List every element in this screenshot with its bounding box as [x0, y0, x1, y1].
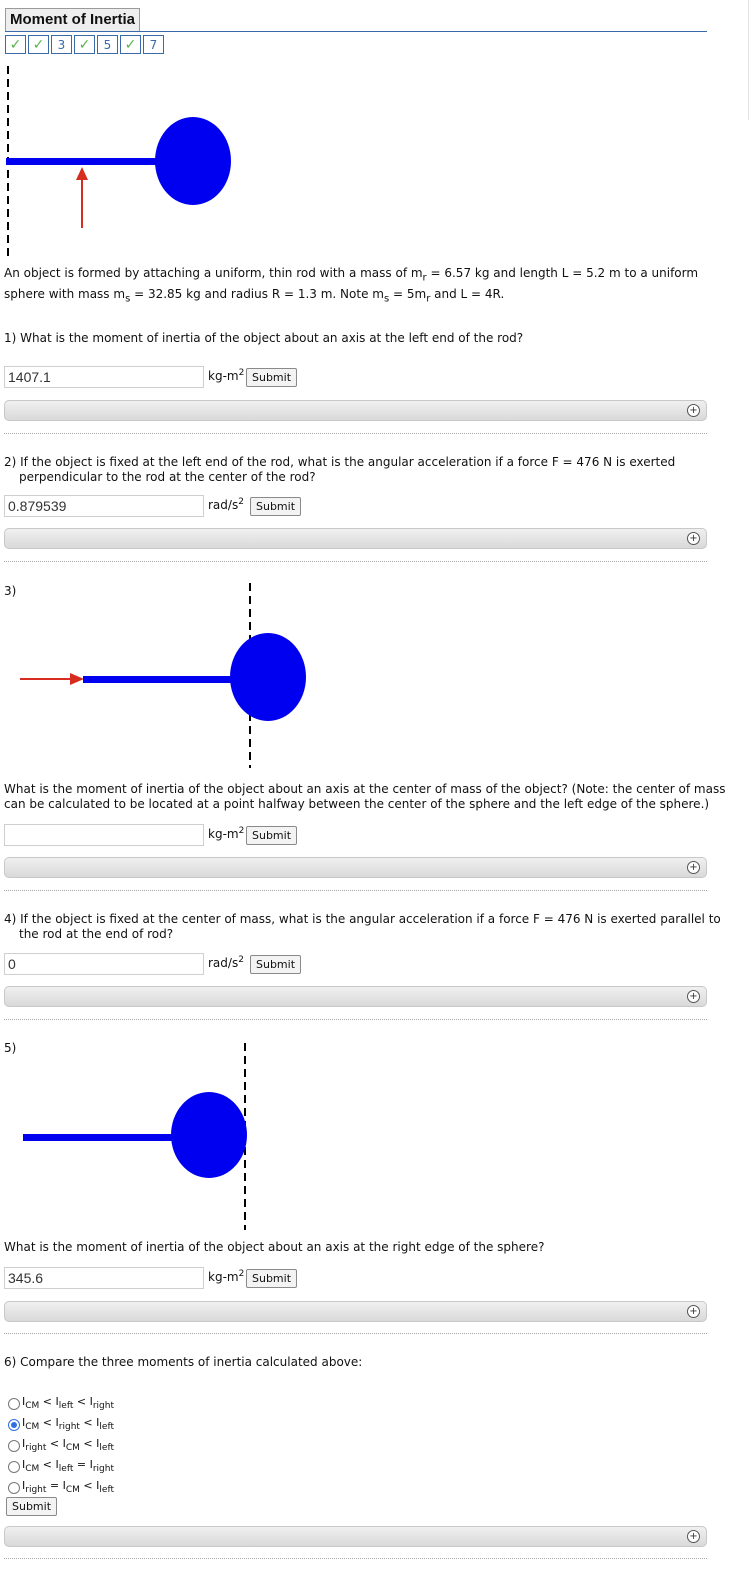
question-3-answer-input[interactable] [4, 824, 204, 846]
rod-shape [23, 1134, 178, 1141]
option-row[interactable] [8, 1393, 114, 1414]
question-2-submit-button[interactable]: Submit [250, 497, 301, 516]
section-divider [4, 1019, 707, 1020]
expand-plus-icon[interactable]: + [687, 861, 700, 874]
option-row[interactable] [8, 1477, 114, 1498]
option-row[interactable] [8, 1456, 114, 1477]
tab-5[interactable]: 5 [97, 35, 118, 54]
rod-shape [6, 158, 158, 165]
question-6-feedback-bar[interactable] [4, 1526, 707, 1547]
expand-plus-icon[interactable]: + [687, 990, 700, 1003]
question-1-answer-input[interactable] [4, 366, 204, 388]
tab-2-check-icon[interactable]: ✓ [28, 35, 49, 54]
question-6-text: 6) Compare the three moments of inertia calculated above: [4, 1355, 363, 1369]
section-divider [4, 433, 707, 434]
question-5-answer-input[interactable] [4, 1267, 204, 1289]
question-6-submit-button[interactable]: Submit [6, 1497, 57, 1516]
sphere-shape [230, 633, 306, 721]
expand-plus-icon[interactable]: + [687, 404, 700, 417]
question-2-feedback-bar[interactable] [4, 528, 707, 549]
problem-tabs [5, 35, 166, 54]
sphere-shape [155, 117, 231, 205]
question-1-text: 1) What is the moment of inertia of the object about an axis at the left end of the rod? [4, 331, 524, 345]
radio-button[interactable] [8, 1398, 20, 1410]
question-4-answer-input[interactable] [4, 953, 204, 975]
question-4-text: 4) If the object is fixed at the center of mass, what is the angular acceleration if a force F = 476 N is exerted parallel to the rod at the end of rod? [4, 912, 721, 941]
sphere-shape [171, 1092, 247, 1178]
tab-7[interactable]: 7 [143, 35, 164, 54]
question-1-unit: $kg-m^2$ [208, 368, 245, 383]
section-divider [4, 890, 707, 891]
question-1-feedback-bar[interactable] [4, 400, 707, 421]
figure-center-mass-axis [0, 578, 330, 773]
expand-plus-icon[interactable]: + [687, 532, 700, 545]
page-title: Moment of Inertia [5, 8, 140, 32]
question-3-unit: $kg-m^2$ [208, 826, 245, 841]
question-2-unit: rad/$s^2$ [208, 497, 244, 512]
tab-6-check-icon[interactable]: ✓ [120, 35, 141, 54]
radio-button[interactable] [8, 1461, 20, 1473]
question-3-feedback-bar[interactable] [4, 857, 707, 878]
question-5-submit-button[interactable]: Submit [246, 1269, 297, 1288]
tab-4-check-icon[interactable]: ✓ [74, 35, 95, 54]
title-divider [5, 31, 707, 32]
tab-3[interactable]: 3 [51, 35, 72, 54]
question-5-text: What is the moment of inertia of the object about an axis at the right edge of the sphere? [4, 1240, 545, 1254]
expand-plus-icon[interactable]: + [687, 1305, 700, 1318]
figure-rod-left-axis [0, 60, 240, 260]
question-1-submit-button[interactable]: Submit [246, 368, 297, 387]
problem-statement: An object is formed by attaching a uniform, thin rod with a mass of $m_r = 6.57$ kg and length L = 5.2 m to a uniform sphere with mass $m_s = 32.85$ kg and radius R = 1.3 m. Note $m_s = 5m_r$ and L = 4R. [4, 266, 699, 305]
option-label: $I_{right} < I_{CM} < I_{left}$ [22, 1437, 114, 1454]
section-divider [4, 1558, 707, 1559]
option-label: $I_{CM} < I_{left} = I_{right}$ [22, 1458, 114, 1475]
tab-1-check-icon[interactable]: ✓ [5, 35, 26, 54]
question-5-unit: $kg-m^2$ [208, 1269, 245, 1284]
rod-shape [83, 676, 233, 683]
expand-plus-icon[interactable]: + [687, 1530, 700, 1543]
option-row[interactable] [8, 1414, 114, 1435]
radio-button[interactable] [8, 1440, 20, 1452]
question-2-text: 2) If the object is fixed at the left end of the rod, what is the angular acceleration if a force F = 476 N is exerted perpendicular to the rod at the center of the rod? [4, 455, 676, 484]
question-4-submit-button[interactable]: Submit [250, 955, 301, 974]
section-divider [4, 561, 707, 562]
section-divider [4, 1333, 707, 1334]
radio-button[interactable] [8, 1419, 20, 1431]
force-arrow-head [76, 167, 88, 180]
question-5-feedback-bar[interactable] [4, 1301, 707, 1322]
question-3-text: What is the moment of inertia of the object about an axis at the center of mass of the object? (Note: the center of mass can be calculated to be located at a point halfway between the center of the sphere and the left edge of the sphere.) [4, 782, 726, 811]
option-label: $I_{CM} < I_{left} < I_{right}$ [22, 1395, 114, 1412]
question-3-label: 3) [4, 584, 17, 598]
radio-button[interactable] [8, 1482, 20, 1494]
question-4-unit: rad/$s^2$ [208, 955, 244, 970]
question-4-feedback-bar[interactable] [4, 986, 707, 1007]
question-3-submit-button[interactable]: Submit [246, 826, 297, 845]
option-label: $I_{CM} < I_{right} < I_{left}$ [22, 1416, 114, 1433]
option-label: $I_{right} = I_{CM} < I_{left}$ [22, 1479, 114, 1496]
force-arrow-head [70, 673, 84, 685]
figure-right-edge-axis [0, 1038, 330, 1233]
question-5-label: 5) [4, 1041, 17, 1055]
question-2-answer-input[interactable] [4, 495, 204, 517]
option-row[interactable] [8, 1435, 114, 1456]
scrollbar-track[interactable] [748, 0, 749, 120]
